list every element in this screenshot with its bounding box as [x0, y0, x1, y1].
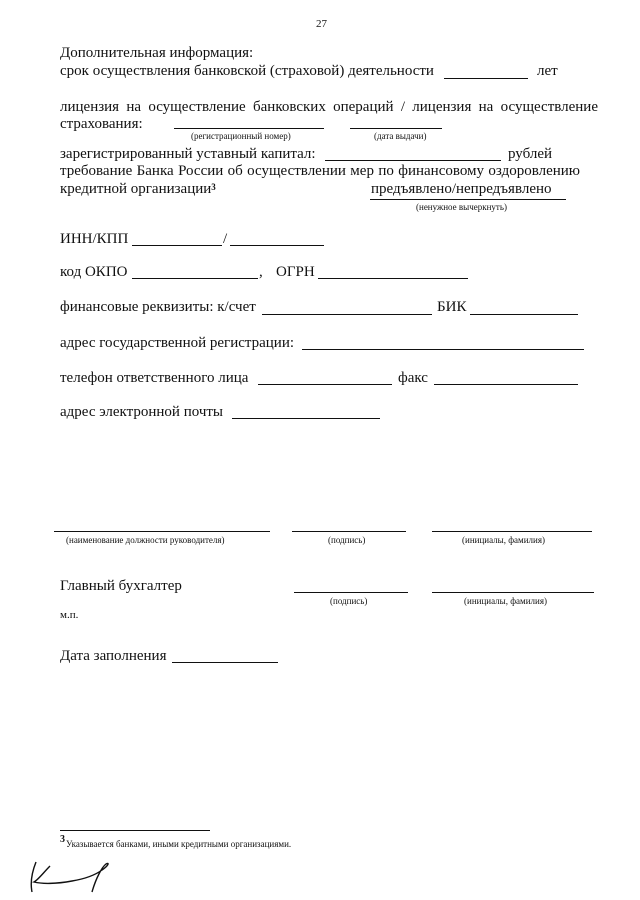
okpo-comma: ,	[259, 264, 263, 280]
requirement-footnote-mark: 3	[211, 182, 216, 192]
fill-date-label: Дата заполнения	[60, 648, 167, 664]
email-label: адрес электронной почты	[60, 404, 224, 420]
license-line-2: страхования:	[60, 116, 143, 132]
footnote-mark: 3	[60, 834, 65, 845]
handwritten-signature	[22, 858, 122, 896]
additional-info-heading: Дополнительная информация:	[60, 45, 254, 61]
phone-field[interactable]	[258, 384, 392, 385]
head-position-caption: (наименование должности руководителя)	[66, 535, 225, 545]
fill-date-field[interactable]	[172, 662, 278, 663]
capital-field[interactable]	[325, 160, 501, 161]
head-name-caption: (инициалы, фамилия)	[462, 535, 545, 545]
accountant-signature-field[interactable]	[294, 592, 408, 593]
address-label: адрес государственной регистрации:	[60, 335, 295, 351]
ogrn-field[interactable]	[318, 278, 468, 279]
activity-term-unit: лет	[537, 63, 558, 79]
issue-date-caption: (дата выдачи)	[374, 131, 427, 141]
phone-label: телефон ответственного лица	[60, 370, 249, 386]
stamp-label: м.п.	[60, 609, 79, 621]
license-issue-date-field[interactable]	[350, 128, 442, 129]
capital-label: зарегистрированный уставный капитал:	[60, 146, 316, 162]
bik-label: БИК	[437, 299, 467, 315]
corr-account-field[interactable]	[262, 314, 432, 315]
accountant-name-caption: (инициалы, фамилия)	[464, 596, 547, 606]
license-reg-number-field[interactable]	[174, 128, 324, 129]
accountant-name-field[interactable]	[432, 592, 594, 593]
accountant-signature-caption: (подпись)	[330, 596, 368, 606]
requirement-underline	[370, 199, 566, 200]
fax-label: факс	[398, 370, 428, 386]
license-line-1: лицензия на осуществление банковских операций / лицензия на осуществление	[60, 99, 598, 115]
activity-term-label: срок осуществления банковской (страховой) деятельности	[60, 63, 434, 79]
kpp-field[interactable]	[230, 245, 324, 246]
ogrn-label: ОГРН	[276, 264, 315, 280]
chief-accountant-label: Главный бухгалтер	[60, 578, 182, 594]
finance-label: финансовые реквизиты: к/счет	[60, 299, 256, 315]
address-field[interactable]	[302, 349, 584, 350]
inn-field[interactable]	[132, 245, 222, 246]
capital-unit: рублей	[508, 146, 553, 162]
page-number: 27	[316, 18, 327, 30]
okpo-label: код ОКПО	[60, 264, 128, 280]
activity-term-field[interactable]	[444, 78, 528, 79]
footnote-separator	[60, 830, 210, 831]
requirement-line-2-wrap	[60, 180, 216, 198]
footnote-text: Указывается банками, иными кредитными организациями.	[66, 839, 292, 849]
requirement-line-2: кредитной организации	[60, 181, 212, 197]
requirement-line-1: требование Банка России об осуществлении мер по финансовому оздоровлению	[60, 163, 580, 179]
reg-number-caption: (регистрационный номер)	[191, 131, 291, 141]
head-signature-field[interactable]	[292, 531, 406, 532]
head-signature-caption: (подпись)	[328, 535, 366, 545]
fax-field[interactable]	[434, 384, 578, 385]
inn-kpp-separator: /	[223, 231, 228, 247]
requirement-value[interactable]: предъявлено/непредъявлено	[371, 181, 552, 197]
requirement-caption: (ненужное вычеркнуть)	[416, 202, 507, 212]
head-position-field[interactable]	[54, 531, 270, 532]
bik-field[interactable]	[470, 314, 578, 315]
email-field[interactable]	[232, 418, 380, 419]
okpo-field[interactable]	[132, 278, 258, 279]
inn-kpp-label: ИНН/КПП	[60, 231, 129, 247]
head-name-field[interactable]	[432, 531, 592, 532]
